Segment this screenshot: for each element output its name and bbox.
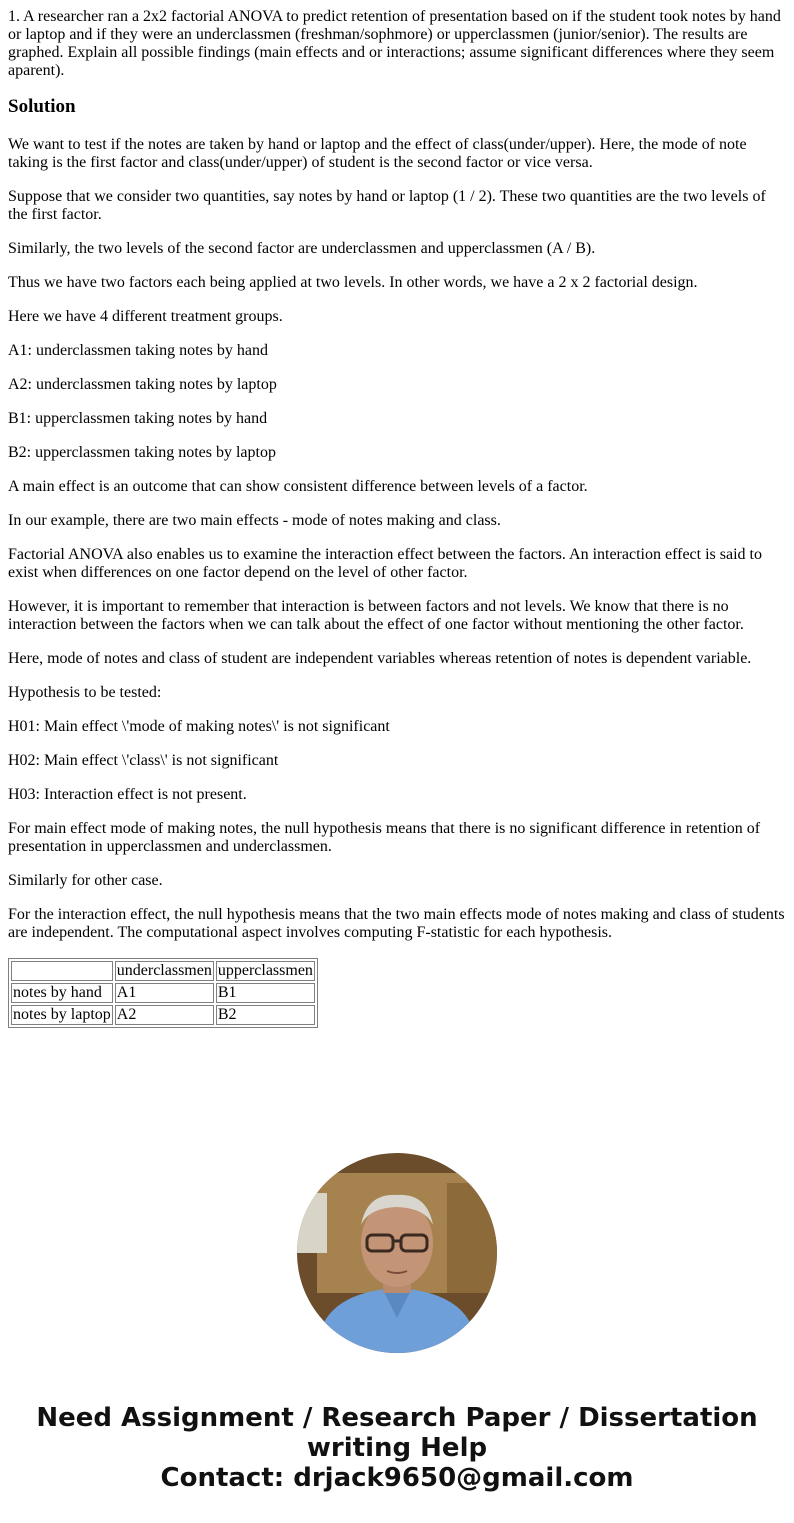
table-cell: notes by laptop: [13, 1006, 111, 1023]
table-cell: B1: [216, 983, 315, 1003]
table-cell: A2: [115, 1005, 214, 1025]
table-row: [11, 1005, 315, 1025]
solution-heading: Solution: [8, 96, 76, 117]
document-body: [8, 8, 786, 1028]
paragraph: Hypothesis to be tested:: [8, 684, 162, 701]
paragraph: In our example, there are two main effects - mode of notes making and class.: [8, 512, 501, 529]
table-cell: notes by hand: [11, 983, 113, 1003]
table-row: [11, 983, 315, 1003]
treatment-group-b2: B2: upperclassmen taking notes by laptop: [8, 444, 276, 461]
paragraph: Similarly, the two levels of the second factor are underclassmen and upperclassmen (A / B).: [8, 240, 596, 257]
table-header-row: [11, 961, 315, 981]
paragraph: For main effect mode of making notes, the null hypothesis means that there is no significant difference in retention of presentation in upperclassmen and underclassmen.: [8, 820, 761, 855]
table-header-cell: underclassmen: [116, 962, 212, 979]
paragraph: We want to test if the notes are taken by hand or laptop and the effect of class(under/upper). Here, the mode of note taking is the first factor and class(under/upper) of student is the second factor or vice versa.: [8, 136, 747, 171]
contact-email: Contact: drjack9650@gmail.com: [160, 1463, 634, 1493]
paragraph: Suppose that we consider two quantities, say notes by hand or laptop (1 / 2). These two quantities are the two levels of the first factor.: [8, 188, 766, 223]
paragraph: Here, mode of notes and class of student are independent variables whereas retention of notes is dependent variable.: [8, 650, 752, 667]
hypothesis-h02: H02: Main effect \'class\' is not significant: [8, 752, 279, 769]
paragraph: Thus we have two factors each being applied at two levels. In other words, we have a 2 x 2 factorial design.: [8, 274, 698, 291]
hypothesis-h01: H01: Main effect \'mode of making notes\' is not significant: [8, 718, 390, 735]
treatment-group-a2: A2: underclassmen taking notes by laptop: [8, 376, 277, 393]
table-header-cell: upperclassmen: [217, 962, 313, 979]
question-text: 1. A researcher ran a 2x2 factorial ANOVA to predict retention of presentation based on if the student took notes by hand or laptop and if they were an underclassmen (freshman/sophmore) or upperclassmen (junior/senior). The results are graphed. Explain all possible findings (main effects and or interactions; assume significant differences where they seem aparent).: [8, 8, 781, 79]
hypothesis-h03: H03: Interaction effect is not present.: [8, 786, 247, 803]
treatment-group-b1: B1: upperclassmen taking notes by hand: [8, 410, 268, 427]
paragraph: A main effect is an outcome that can show consistent difference between levels of a factor.: [8, 478, 588, 495]
banner-line-2: writing Help: [306, 1433, 488, 1463]
banner-line-1: Need Assignment / Research Paper / Dissertation: [36, 1403, 758, 1433]
paragraph: Similarly for other case.: [8, 872, 163, 889]
table-cell: A1: [115, 983, 214, 1003]
table-header-cell: [11, 961, 113, 981]
paragraph: However, it is important to remember that interaction is between factors and not levels. We know that there is no interaction between the factors when we can talk about the effect of one factor without mentioning the other factor.: [8, 598, 744, 633]
avatar: [297, 1153, 497, 1353]
paragraph: For the interaction effect, the null hypothesis means that the two main effects mode of notes making and class of students are independent. The computational aspect involves computing F-statistic for each hypothesis.: [8, 906, 785, 941]
contact-banner: [0, 1403, 794, 1493]
paragraph: Factorial ANOVA also enables us to examine the interaction effect between the factors. An interaction effect is said to exist when differences on one factor depend on the level of other factor.: [8, 546, 762, 581]
paragraph: Here we have 4 different treatment groups.: [8, 308, 283, 325]
treatment-group-a1: A1: underclassmen taking notes by hand: [8, 342, 268, 359]
factorial-design-table: [8, 958, 318, 1028]
avatar-photo: [297, 1153, 497, 1353]
table-cell: B2: [216, 1005, 315, 1025]
